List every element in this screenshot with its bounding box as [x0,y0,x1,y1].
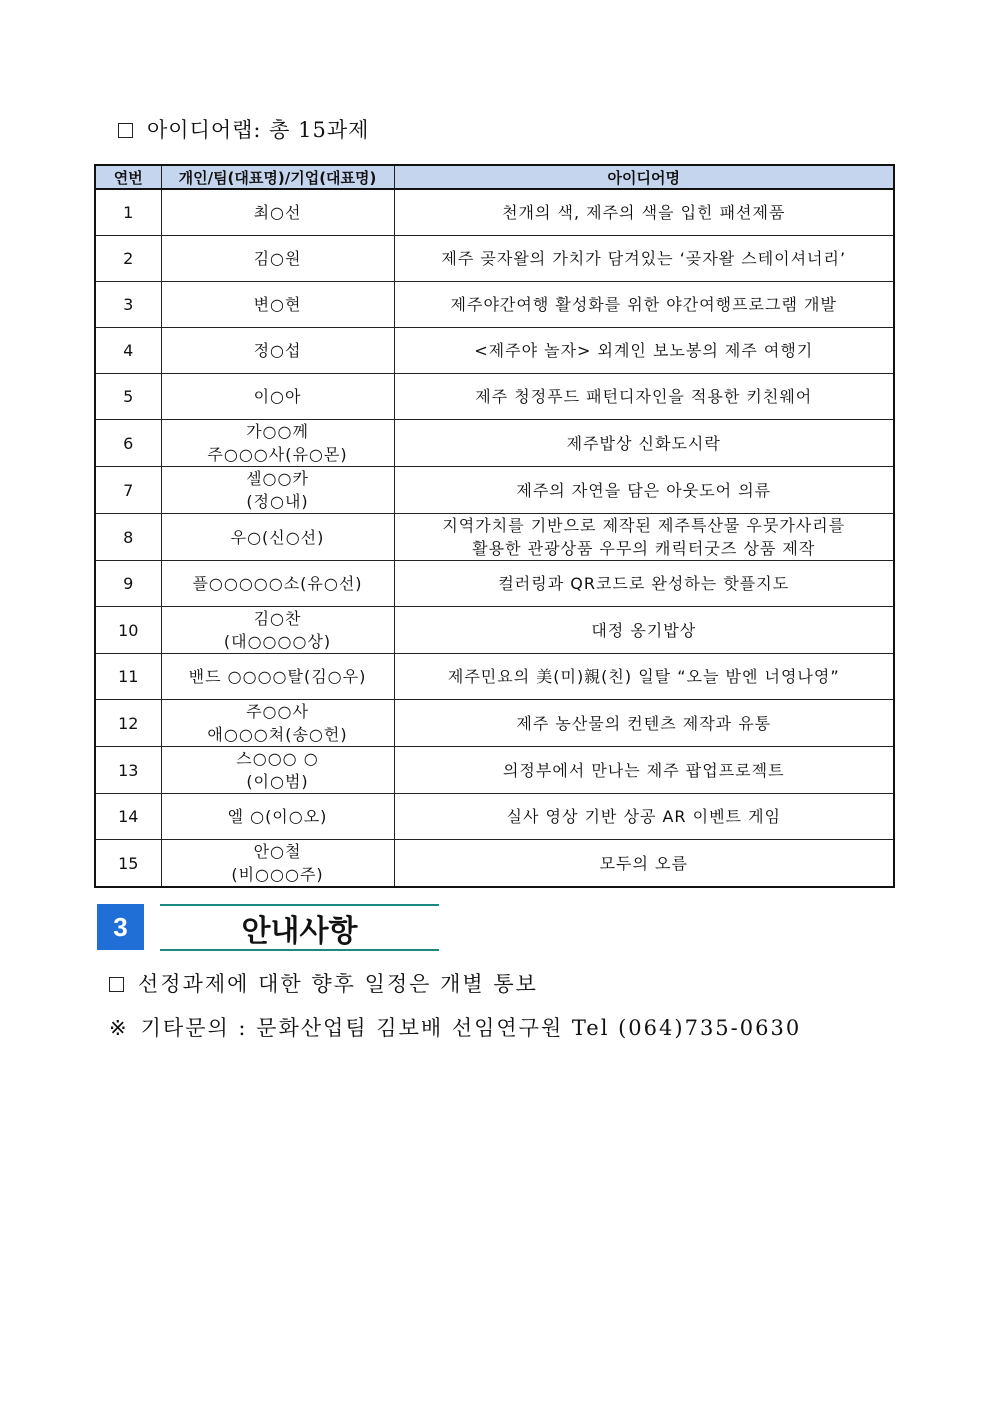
notice-text: 선정과제에 대한 향후 일정은 개별 통보 [138,972,538,996]
header-applicant: 개인/팀(대표명)/기업(대표명) [161,165,394,189]
cell-number: 6 [95,420,161,467]
cell-idea: 의정부에서 만나는 제주 팝업프로젝트 [394,747,894,794]
cell-applicant: 최○선 [161,189,394,236]
table-row [95,607,894,654]
cell-number: 13 [95,747,161,794]
notice-line [109,968,538,998]
table-row [95,840,894,888]
section-heading [118,114,369,144]
table-row [95,561,894,607]
idea-table [94,164,895,888]
cell-number: 7 [95,467,161,514]
table-row [95,514,894,561]
cell-number: 11 [95,654,161,700]
cell-applicant: 엘 ○(이○오) [161,794,394,840]
cell-applicant: 김○원 [161,236,394,282]
cell-idea: <제주야 놀자> 외계인 보노봉의 제주 여행기 [394,328,894,374]
checkbox-square-icon [118,123,133,138]
cell-applicant: 밴드 ○○○○탈(김○우) [161,654,394,700]
header-number: 연번 [95,165,161,189]
cell-applicant: 이○아 [161,374,394,420]
table-row [95,467,894,514]
cell-number: 10 [95,607,161,654]
table-row [95,700,894,747]
contact-text: 기타문의 : 문화산업팀 김보배 선임연구원 Tel (064)735-0630 [140,1016,802,1040]
cell-idea: 천개의 색, 제주의 색을 입힌 패션제품 [394,189,894,236]
cell-applicant: 변○현 [161,282,394,328]
cell-idea: 모두의 오름 [394,840,894,888]
contact-line [109,1012,801,1042]
cell-idea: 실사 영상 기반 상공 AR 이벤트 게임 [394,794,894,840]
cell-number: 14 [95,794,161,840]
cell-idea: 제주 농산물의 컨텐츠 제작과 유통 [394,700,894,747]
cell-idea: 제주의 자연을 담은 아웃도어 의류 [394,467,894,514]
table-row [95,420,894,467]
cell-number: 3 [95,282,161,328]
cell-applicant: 셀○○카 (정○내) [161,467,394,514]
cell-idea: 대정 옹기밥상 [394,607,894,654]
cell-number: 8 [95,514,161,561]
cell-number: 12 [95,700,161,747]
header-idea: 아이디어명 [394,165,894,189]
cell-applicant: 스○○○ ○ (이○범) [161,747,394,794]
cell-applicant: 정○섭 [161,328,394,374]
table-row [95,654,894,700]
table-row [95,236,894,282]
cell-idea: 제주 곶자왈의 가치가 담겨있는 ‘곶자왈 스테이셔너리’ [394,236,894,282]
table-row [95,189,894,236]
section-heading-text: 아이디어랩: 총 15과제 [147,118,370,142]
cell-number: 4 [95,328,161,374]
section-title: 안내사항 [160,904,439,951]
cell-idea: 지역가치를 기반으로 제작된 제주특산물 우뭇가사리를 활용한 관광상품 우무의 캐릭터굿즈 상품 제작 [394,514,894,561]
cell-number: 9 [95,561,161,607]
cell-applicant: 김○찬 (대○○○○상) [161,607,394,654]
checkbox-square-icon [109,977,124,992]
cell-applicant: 가○○께 주○○○사(유○몬) [161,420,394,467]
cell-number: 1 [95,189,161,236]
cell-number: 2 [95,236,161,282]
table-header-row [95,165,894,189]
cell-idea: 제주민요의 美(미)親(친) 일탈 “오늘 밤엔 너영나영” [394,654,894,700]
table-row [95,794,894,840]
cell-idea: 제주밥상 신화도시락 [394,420,894,467]
cell-idea: 제주야간여행 활성화를 위한 야간여행프로그램 개발 [394,282,894,328]
table-row [95,282,894,328]
cell-applicant: 플○○○○○소(유○선) [161,561,394,607]
section-number-badge: 3 [97,904,144,950]
cell-idea: 제주 청정푸드 패턴디자인을 적용한 키친웨어 [394,374,894,420]
cell-number: 15 [95,840,161,888]
table-row [95,328,894,374]
reference-mark: ※ [109,1016,129,1040]
cell-applicant: 주○○사 애○○○쳐(송○헌) [161,700,394,747]
table-row [95,374,894,420]
cell-applicant: 우○(신○선) [161,514,394,561]
table-row [95,747,894,794]
cell-number: 5 [95,374,161,420]
cell-applicant: 안○철 (비○○○주) [161,840,394,888]
cell-idea: 컬러링과 QR코드로 완성하는 핫플지도 [394,561,894,607]
